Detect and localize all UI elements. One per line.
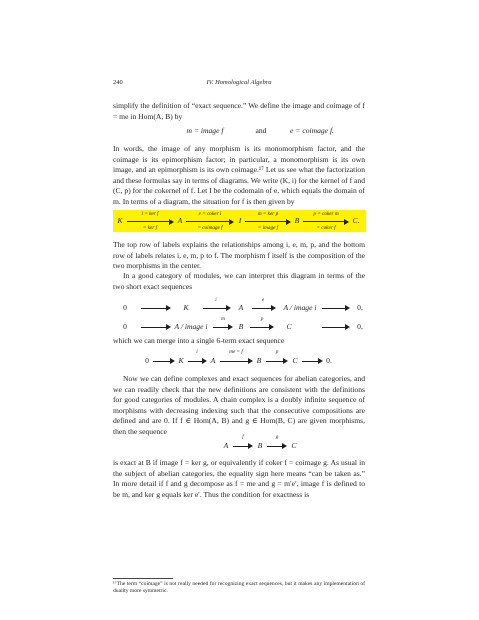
seq2-node-quotient: A / image i <box>174 322 208 331</box>
seq1-node-0: 0 <box>123 303 127 312</box>
seq3-arrow-1 <box>153 358 175 365</box>
node-I: I <box>238 216 242 225</box>
seq3-node-A: A <box>210 356 216 365</box>
seq2-arrow-m <box>213 324 233 331</box>
seq2-label-p: p <box>260 316 264 322</box>
seq2-node-B: B <box>238 322 244 331</box>
seq1-node-0-end: 0, <box>357 303 363 312</box>
label-top-i: i = ker f <box>141 211 159 217</box>
arrow-p <box>303 218 349 225</box>
seq1-arrow-1 <box>141 305 171 312</box>
arrow-m <box>245 218 291 225</box>
seq1-arrow-i <box>203 305 231 312</box>
seq1-label-i: i <box>215 297 217 303</box>
arrow-i <box>127 218 174 225</box>
seq3-node-0: 0 <box>145 356 149 365</box>
seq2-arrow-1 <box>141 324 171 331</box>
paragraph-two-sequences: In a good category of modules, we can interpret this diagram in terms of the two short exact sequences <box>113 271 365 291</box>
paragraph-exact-at-B: is exact at B if image f = ker g, or equivalently if coker f = coimage g. As usual in the subject of abelian categories, the equality sign here means “can be taken as.” In more detail if f and g decompose as f = me and g = m′e′, image f is defined to be m, and ker g equals ker e′. Thus the condition for exactness is <box>113 458 365 499</box>
seq2-label-m: m <box>221 316 225 322</box>
seq3-node-K: K <box>178 356 184 365</box>
paragraph-words: In words, the image of any morphism is its monomorphism factor, and the coimage is its epimorphism factor; in particular, a monomorphism is its own image, and an epimorphism is its own coimage.¹⁷ Let us see what the factorization and these formulas say in terms of diagrams. We write (K, i) for the kernel of f and (C, p) for the cokernel of f. Let I be the codomain of e, which equals the domain of m. In terms of a diagram, the situation for f is then given by <box>113 144 365 206</box>
node-B: B <box>294 216 300 225</box>
seq1-node-K: K <box>183 303 189 312</box>
page-number: 240 <box>113 79 123 86</box>
seq3-arrow-5 <box>302 358 323 365</box>
label-top-p: p = coker m <box>313 211 339 217</box>
equation-and: and <box>255 126 267 135</box>
seq2-arrow-4 <box>322 324 350 331</box>
label-bottom-m: = image f <box>257 225 279 231</box>
seq4-label-g: g <box>275 434 279 440</box>
equation-image: m = image f <box>186 126 224 135</box>
seq1-node-A: A <box>238 303 244 312</box>
seq3-label-f: me = f <box>229 349 243 355</box>
seq2-node-0-end: 0, <box>357 322 363 331</box>
seq4-node-C: C <box>291 441 297 450</box>
node-C: C. <box>352 216 360 225</box>
seq1-label-e: e <box>261 297 265 303</box>
seq1-arrow-e <box>252 305 276 312</box>
label-bottom-i: = ker f <box>142 225 158 231</box>
label-top-e: e = coker i <box>198 211 222 217</box>
seq4-node-A: A <box>223 441 229 450</box>
seq3-node-0-end: 0. <box>326 356 332 365</box>
label-bottom-p: = coker f <box>316 225 336 231</box>
arrow-e <box>186 218 234 225</box>
paragraph-labels-explanation: The top row of labels explains the relationships among i, e, m, p, and the bottom row of labels relates i, e, m, p to f. The morphism f itself is the composition of the two morphisms in the center. <box>113 240 365 271</box>
footnote-rule <box>113 578 173 579</box>
seq4-arrow-g <box>267 443 287 450</box>
label-top-m: m = ker p <box>257 211 279 217</box>
node-A: A <box>177 216 183 225</box>
paragraph-merge: which we can merge into a single 6-term exact sequence <box>113 336 285 345</box>
footnote: ¹⁷The term “coimage” is not really needed for recognizing exact sequences, but it makes any implementation of duality more symmetric. <box>113 581 365 595</box>
seq3-arrow-i <box>188 358 207 365</box>
running-title: IV. Homological Algebra <box>206 79 272 86</box>
node-K: K <box>117 216 123 225</box>
seq3-arrow-p <box>266 358 288 365</box>
seq3-label-p: p <box>275 349 279 355</box>
seq2-node-0: 0 <box>123 322 127 331</box>
paragraph-chain-complex: Now we can define complexes and exact sequences for abelian categories, and we can readily check that the new definitions are consistent with the definitions for good categories of modules. A chain complex is a doubly infinite sequence of morphisms with decreasing indexing such that the consecutive compositions are defined and are 0. If f ∈ Hom(A, B) and g ∈ Hom(B, C) are given morphisms, then the sequence <box>113 374 365 436</box>
seq4-node-B: B <box>257 441 263 450</box>
label-bottom-e: = coimage f <box>197 225 223 231</box>
seq4-label-f: f <box>242 434 244 440</box>
seq1-node-quotient: A / image i <box>283 303 317 312</box>
seq3-arrow-f <box>220 358 253 365</box>
seq2-arrow-p <box>250 324 274 331</box>
seq2-node-C: C <box>286 322 292 331</box>
equation-coimage: e = coimage f. <box>290 126 334 135</box>
seq3-node-B: B <box>256 356 262 365</box>
seq1-arrow-4 <box>322 305 350 312</box>
seq4-arrow-f <box>233 443 253 450</box>
paragraph-image-coimage-definition: simplify the definition of “exact sequence.” We define the image and coimage of f = me in Hom(A, B) by <box>113 101 365 121</box>
running-header <box>113 79 365 89</box>
seq3-node-C: C <box>292 356 298 365</box>
seq3-label-i: i <box>196 349 198 355</box>
